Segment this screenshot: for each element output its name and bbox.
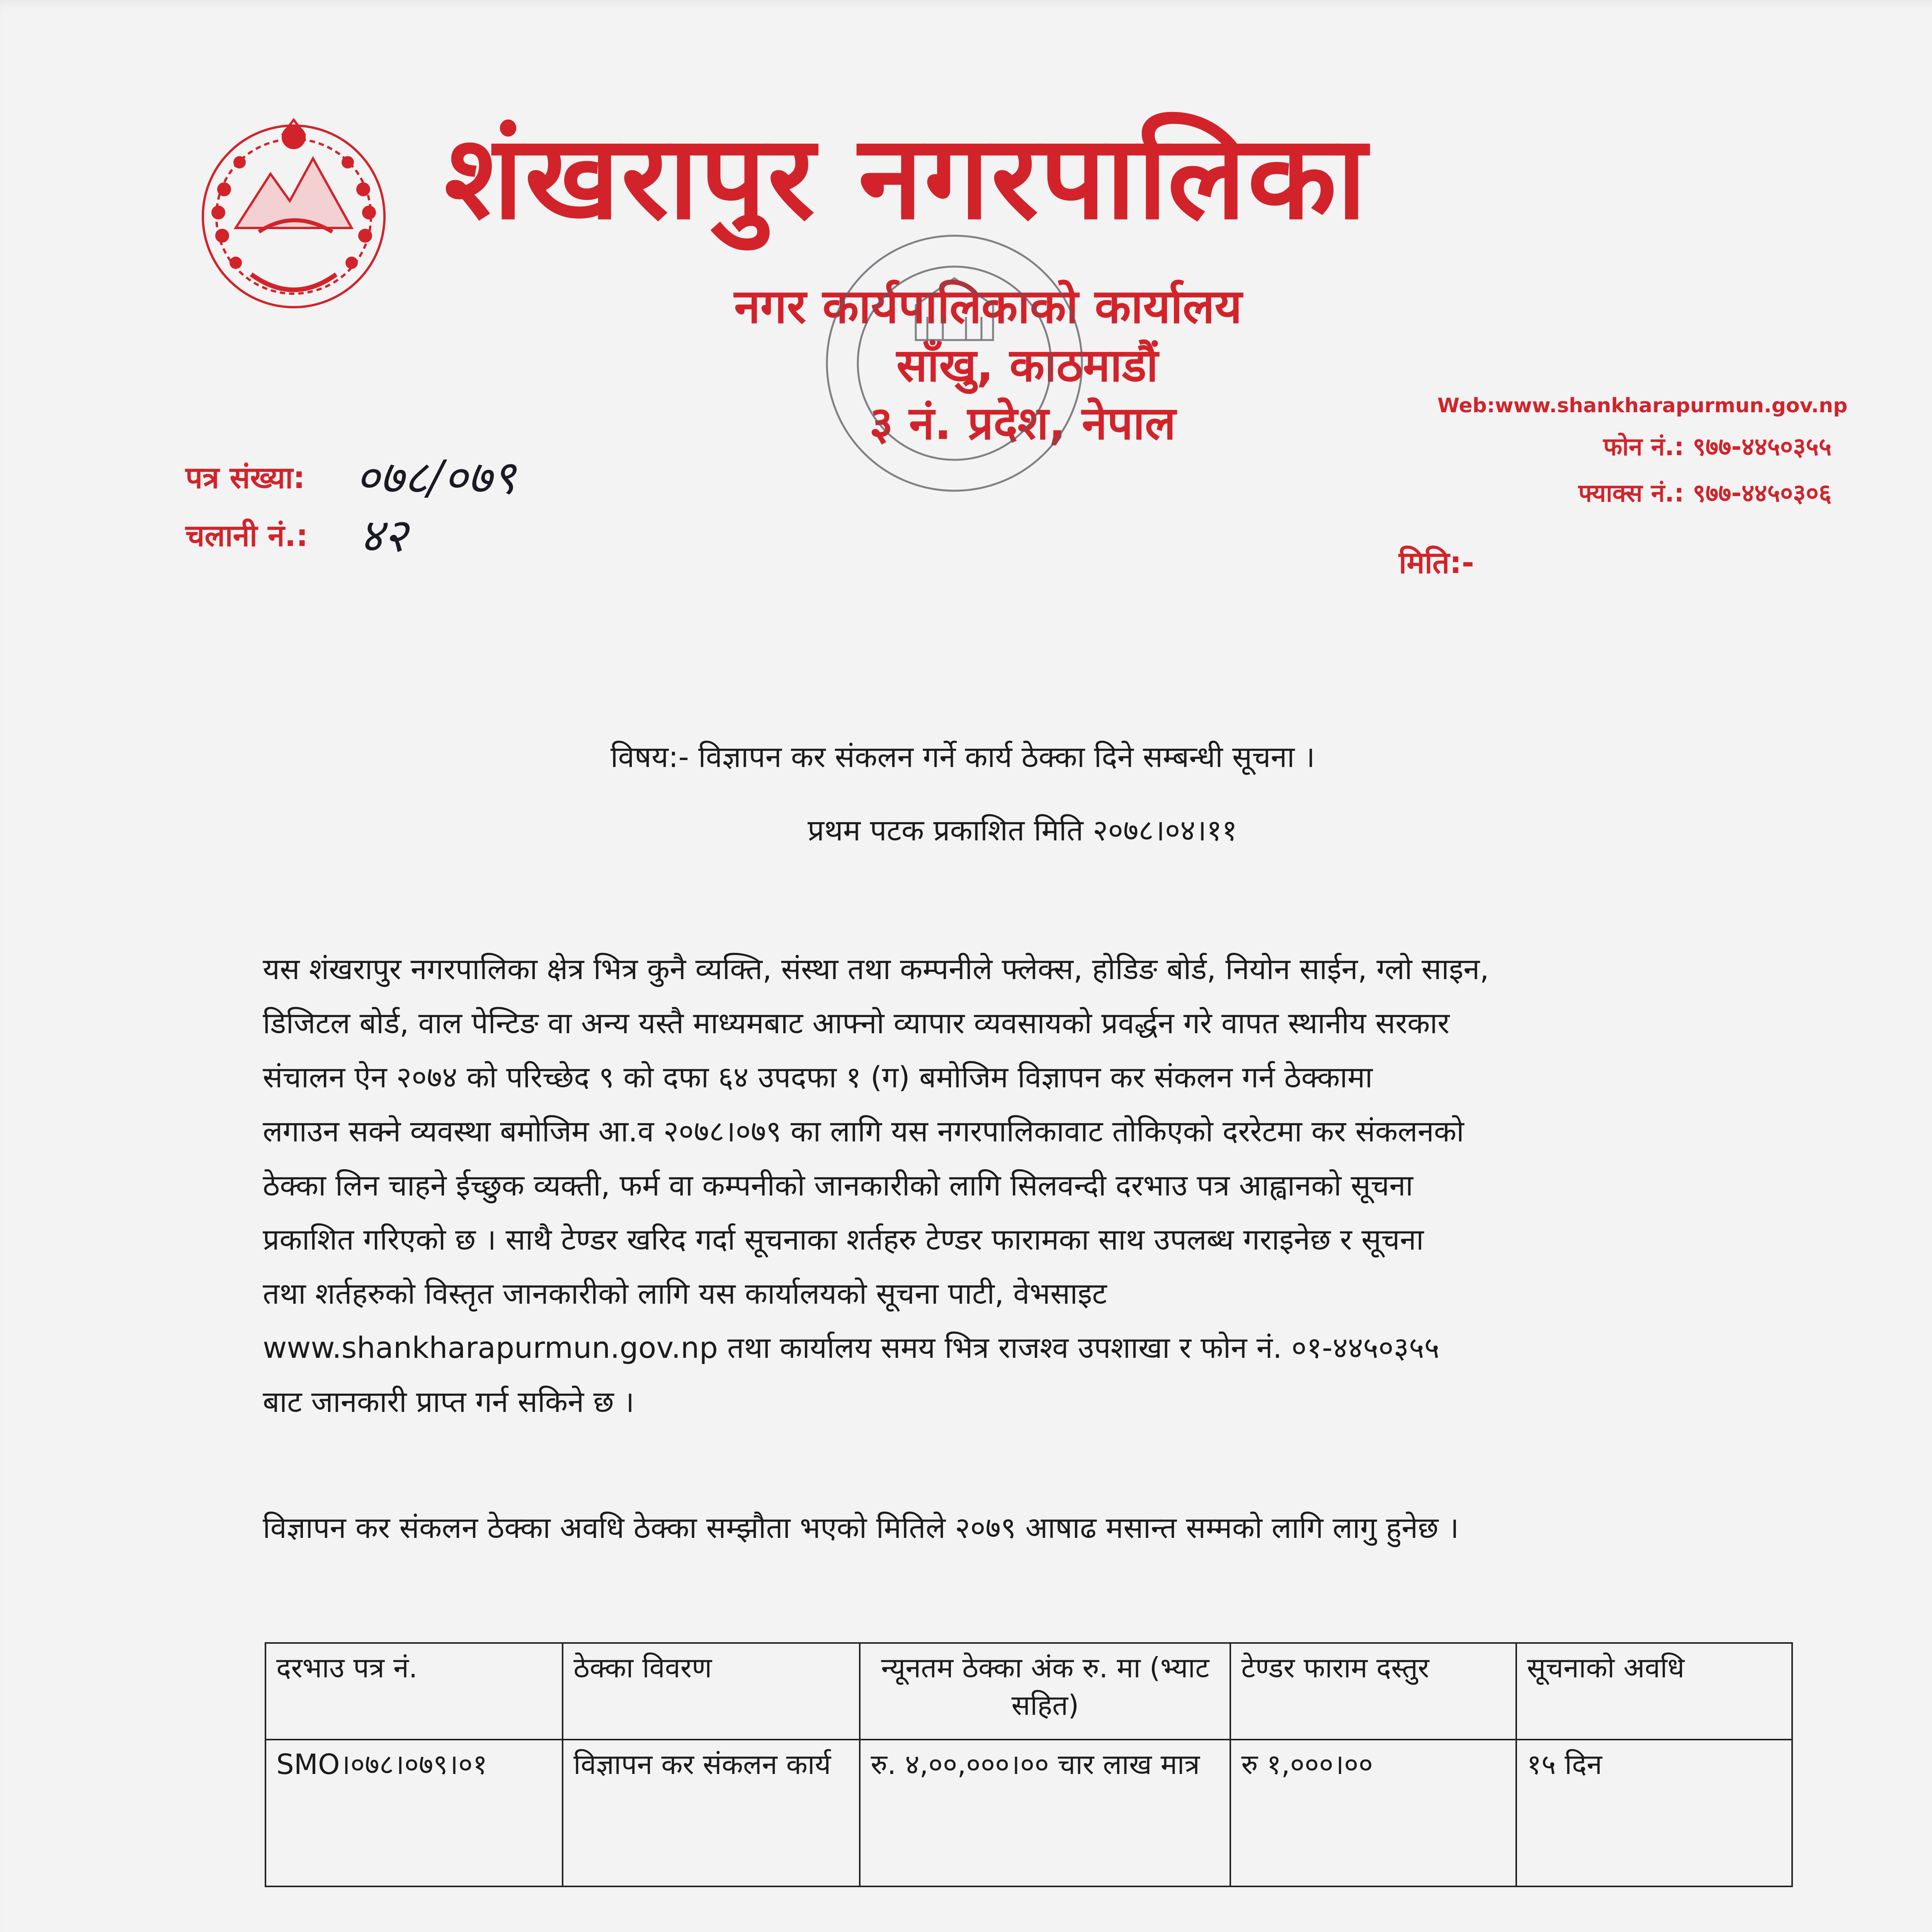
table-cell: रु. ४,००,०००।०० चार लाख मात्र bbox=[860, 1740, 1230, 1886]
address-line-1: साँखु, काठमाडौं bbox=[896, 338, 1158, 392]
column-header: ठेक्का विवरण bbox=[563, 1643, 860, 1740]
reference-value: ०७८/०७९ bbox=[355, 451, 516, 505]
dispatch-label: चलानी नं.: bbox=[185, 519, 308, 553]
body-line: तथा शर्तहरुको विस्तृत जानकारीको लागि यस कार्यालयको सूचना पाटी, वेभसाइट bbox=[263, 1276, 1107, 1311]
column-header: दरभाउ पत्र नं. bbox=[265, 1643, 563, 1740]
dispatch-value: ४२ bbox=[359, 509, 408, 563]
date-label: मिति:- bbox=[1399, 546, 1475, 580]
phone-text: फोन नं.: ९७७-४४५०३५५ bbox=[1603, 433, 1832, 461]
column-header: सूचनाको अवधि bbox=[1516, 1643, 1792, 1740]
body-line: यस शंखरापुर नगरपालिका क्षेत्र भित्र कुनै व्यक्ति, संस्था तथा कम्पनीले फ्लेक्स, होडिङ बोर्ड, नियोन साईन, ग्लो साइन, bbox=[263, 952, 1489, 986]
column-header: न्यूनतम ठेक्का अंक रु. मा (भ्याट सहित) bbox=[860, 1643, 1230, 1740]
body-line: www.shankharapurmun.gov.np तथा कार्यालय समय भित्र राजश्व उपशाखा र फोन नं. ०१-४४५०३५५ bbox=[263, 1330, 1440, 1365]
body-line: प्रकाशित गरिएको छ । साथै टेण्डर खरिद गर्दा सूचनाका शर्तहरु टेण्डर फारामका साथ उपलब्ध गराइनेछ र सूचना bbox=[263, 1222, 1424, 1257]
contract-duration: विज्ञापन कर संकलन ठेक्का अवधि ठेक्का सम्झौता भएको मितिले २०७९ आषाढ मसान्त सम्मको लागि लागु हुनेछ । bbox=[263, 1510, 1459, 1545]
fax-text: फ्याक्स नं.: ९७७-४४५०३०६ bbox=[1578, 479, 1832, 508]
municipality-name: शंखरापुर नगरपालिका bbox=[444, 110, 1368, 245]
table-row bbox=[265, 1740, 1792, 1886]
body-line: लगाउन सक्ने व्यवस्था बमोजिम आ.व २०७८।०७९ का लागि यस नगरपालिकावाट तोकिएको दररेटमा कर संकलनको bbox=[263, 1114, 1464, 1148]
notice-subject: विषय:- विज्ञापन कर संकलन गर्ने कार्य ठेक्का दिने सम्बन्धी सूचना । bbox=[611, 740, 1315, 774]
publication-date: प्रथम पटक प्रकाशित मिति २०७८।०४।११ bbox=[808, 813, 1237, 847]
body-line: संचालन ऐन २०७४ को परिच्छेद ९ को दफा ६४ उपदफा १ (ग) बमोजिम विज्ञापन कर संकलन गर्न ठेक्कामा bbox=[263, 1060, 1373, 1094]
office-name: नगर कार्यपालिकाको कार्यालय bbox=[734, 279, 1242, 334]
office-seal-stamp-icon bbox=[788, 201, 1117, 549]
table-header-row bbox=[265, 1643, 1792, 1740]
body-line: ठेक्का लिन चाहने ईच्छुक व्यक्ती, फर्म वा कम्पनीको जानकारीको लागि सिलवन्दी दरभाउ पत्र आह्वानको सूचना bbox=[263, 1168, 1413, 1202]
table-cell: विज्ञापन कर संकलन कार्य bbox=[563, 1740, 860, 1886]
body-line: डिजिटल बोर्ड, वाल पेन्टिङ वा अन्य यस्तै माध्यमबाट आफ्नो व्यापार व्यवसायको प्रवर्द्धन गरे वापत स्थानीय सरकार bbox=[263, 1006, 1450, 1040]
table-cell: रु १,०००।०० bbox=[1230, 1740, 1516, 1886]
reference-label: पत्र संख्या: bbox=[185, 461, 305, 495]
tender-table bbox=[265, 1642, 1793, 1887]
column-header: टेण्डर फाराम दस्तुर bbox=[1230, 1643, 1516, 1740]
table-cell: १५ दिन bbox=[1516, 1740, 1792, 1886]
table-cell: SMO।०७८।०७९।०१ bbox=[265, 1740, 563, 1886]
body-line: बाट जानकारी प्राप्त गर्न सकिने छ । bbox=[263, 1384, 634, 1419]
address-line-2: ३ नं. प्रदेश, नेपाल bbox=[869, 396, 1176, 450]
website-text: Web:www.shankharapurmun.gov.np bbox=[1437, 394, 1848, 417]
nepal-emblem-icon bbox=[185, 112, 402, 321]
